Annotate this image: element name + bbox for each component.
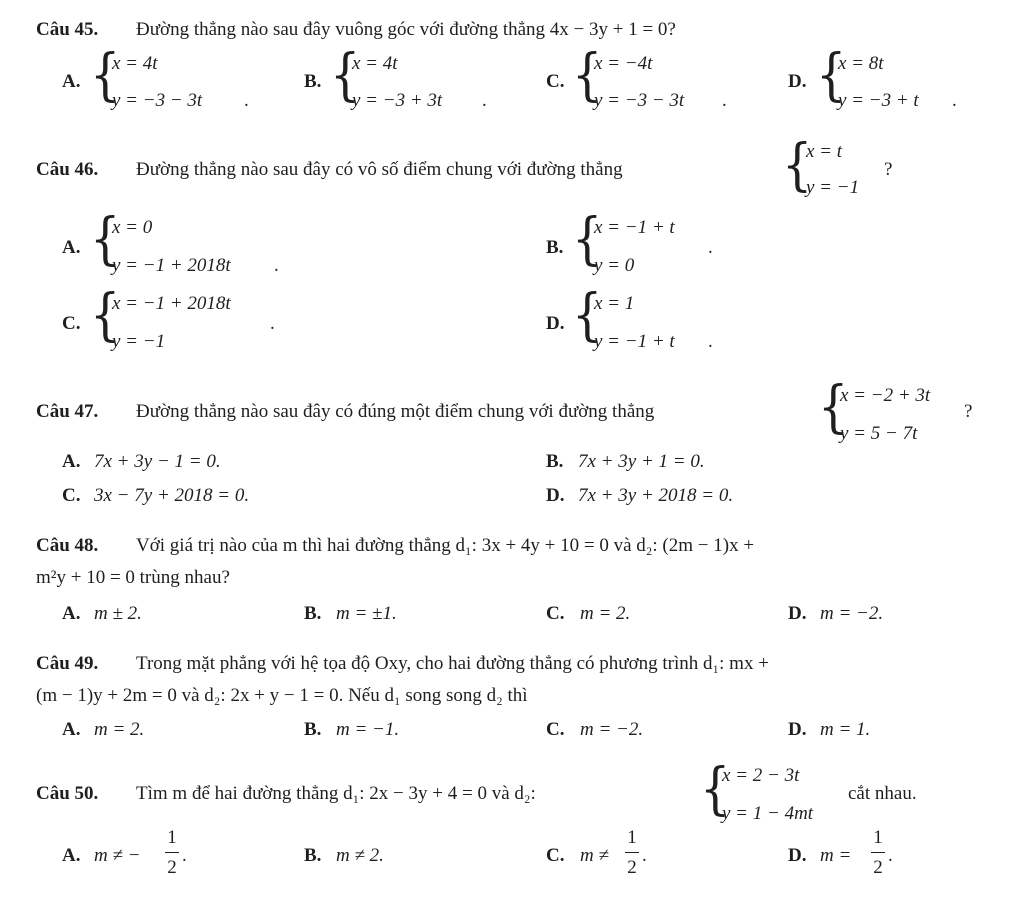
- option-text: m = ±1.: [336, 603, 397, 624]
- fraction-denominator: 2: [873, 857, 883, 878]
- option-prefix: m ≠: [580, 845, 609, 866]
- option-label: A.: [62, 237, 81, 258]
- option-text: 3x − 7y + 2018 = 0.: [94, 485, 250, 506]
- option-text: 7x + 3y + 2018 = 0.: [578, 485, 734, 506]
- question-text-line-1: Với giá trị nào của m thì hai đường thẳng d₁: 3x + 4y + 10 = 0 và d₂: (2m − 1)x +: [136, 535, 755, 556]
- option-end: .: [952, 90, 957, 111]
- option-text: m = −2.: [820, 603, 884, 624]
- question-text-line-1: Trong mặt phẳng với hệ tọa độ Oxy, cho hai đường thẳng có phương trình d₁: mx +: [136, 653, 769, 674]
- left-brace-icon: {: [90, 283, 121, 348]
- option-label: C.: [546, 71, 565, 92]
- question-mark: ?: [884, 159, 893, 180]
- option-label: C.: [62, 485, 81, 506]
- question-label: Câu 45.: [36, 19, 99, 40]
- option-label: C.: [546, 603, 565, 624]
- question-text: Đường thẳng nào sau đây có đúng một điểm chung với đường thẳng: [136, 401, 655, 422]
- system-line-2: y = −1 + 2018t: [112, 255, 231, 276]
- option-label: B.: [304, 603, 322, 624]
- option-text: m = 2.: [94, 719, 145, 740]
- left-brace-icon: {: [572, 43, 603, 108]
- option-label: B.: [546, 451, 564, 472]
- question-tail: cắt nhau.: [848, 783, 917, 804]
- option-label: B.: [304, 845, 322, 866]
- fraction-numerator: 1: [167, 827, 177, 848]
- option-end: .: [722, 90, 727, 111]
- option-label: A.: [62, 603, 81, 624]
- fraction-bar: [165, 852, 179, 853]
- option-end: .: [270, 313, 275, 334]
- option-prefix: m ≠ −: [94, 845, 141, 866]
- option-label: A.: [62, 719, 81, 740]
- system-line-2: y = −3 + t: [838, 90, 919, 111]
- left-brace-icon: {: [782, 133, 813, 198]
- option-end: .: [244, 90, 249, 111]
- question-text-line-2: m²y + 10 = 0 trùng nhau?: [36, 567, 230, 588]
- left-brace-icon: {: [572, 207, 603, 272]
- system-line-1: x = 4t: [352, 53, 398, 74]
- system-line-2: y = −1: [806, 177, 860, 198]
- left-brace-icon: {: [572, 283, 603, 348]
- system-line-2: y = 5 − 7t: [840, 423, 918, 444]
- option-label: D.: [546, 313, 565, 334]
- system-line-1: x = t: [806, 141, 843, 162]
- left-brace-icon: {: [700, 757, 731, 822]
- fraction-numerator: 1: [873, 827, 883, 848]
- option-label: A.: [62, 71, 81, 92]
- option-text: 7x + 3y − 1 = 0.: [94, 451, 221, 472]
- option-label: C.: [546, 719, 565, 740]
- option-label: D.: [788, 603, 807, 624]
- option-text: m = 2.: [580, 603, 631, 624]
- question-label: Câu 47.: [36, 401, 99, 422]
- option-prefix: m =: [820, 845, 852, 866]
- option-label: D.: [788, 71, 807, 92]
- option-end: .: [642, 845, 647, 866]
- question-label: Câu 46.: [36, 159, 99, 180]
- option-label: D.: [788, 845, 807, 866]
- option-label: B.: [304, 71, 322, 92]
- system-line-1: x = 1: [594, 293, 635, 314]
- option-text: m = −2.: [580, 719, 644, 740]
- option-text: m = 1.: [820, 719, 871, 740]
- option-end: .: [708, 237, 713, 258]
- question-label: Câu 49.: [36, 653, 99, 674]
- question-text-line-2: (m − 1)y + 2m = 0 và d₂: 2x + y − 1 = 0. Nếu d₁ song song d₂ thì: [36, 685, 528, 706]
- system-line-2: y = 0: [594, 255, 635, 276]
- system-line-1: x = −4t: [594, 53, 653, 74]
- left-brace-icon: {: [90, 43, 121, 108]
- system-line-2: y = 1 − 4mt: [722, 803, 814, 824]
- system-line-1: x = −2 + 3t: [840, 385, 931, 406]
- system-line-2: y = −3 − 3t: [594, 90, 685, 111]
- system-line-1: x = −1 + t: [594, 217, 675, 238]
- system-line-2: y = −3 + 3t: [352, 90, 443, 111]
- option-text: m = −1.: [336, 719, 400, 740]
- question-label: Câu 50.: [36, 783, 99, 804]
- option-label: A.: [62, 451, 81, 472]
- left-brace-icon: {: [90, 207, 121, 272]
- system-line-1: x = 2 − 3t: [722, 765, 800, 786]
- option-end: .: [182, 845, 187, 866]
- question-label: Câu 48.: [36, 535, 99, 556]
- option-label: D.: [546, 485, 565, 506]
- left-brace-icon: {: [330, 43, 361, 108]
- system-line-2: y = −1: [112, 331, 166, 352]
- option-label: B.: [546, 237, 564, 258]
- option-text: m ± 2.: [94, 603, 142, 624]
- question-text: Đường thẳng nào sau đây vuông góc với đường thẳng 4x − 3y + 1 = 0?: [136, 19, 676, 40]
- question-text: Đường thẳng nào sau đây có vô số điểm chung với đường thẳng: [136, 159, 623, 180]
- question-mark: ?: [964, 401, 973, 422]
- fraction-numerator: 1: [627, 827, 637, 848]
- option-end: .: [888, 845, 893, 866]
- left-brace-icon: {: [816, 43, 847, 108]
- question-text: Tìm m để hai đường thẳng d₁: 2x − 3y + 4 = 0 và d₂:: [136, 783, 536, 804]
- left-brace-icon: {: [818, 375, 849, 440]
- option-end: .: [482, 90, 487, 111]
- fraction-denominator: 2: [627, 857, 637, 878]
- fraction-bar: [871, 852, 885, 853]
- option-label: C.: [62, 313, 81, 334]
- option-label: B.: [304, 719, 322, 740]
- system-line-1: x = 8t: [838, 53, 884, 74]
- option-label: C.: [546, 845, 565, 866]
- system-line-2: y = −1 + t: [594, 331, 675, 352]
- option-label: D.: [788, 719, 807, 740]
- option-end: .: [708, 331, 713, 352]
- option-prefix: m ≠ 2.: [336, 845, 384, 866]
- system-line-1: x = −1 + 2018t: [112, 293, 231, 314]
- option-label: A.: [62, 845, 81, 866]
- system-line-2: y = −3 − 3t: [112, 90, 203, 111]
- fraction-denominator: 2: [167, 857, 177, 878]
- fraction-bar: [625, 852, 639, 853]
- option-text: 7x + 3y + 1 = 0.: [578, 451, 705, 472]
- system-line-1: x = 0: [112, 217, 153, 238]
- option-end: .: [274, 255, 279, 276]
- system-line-1: x = 4t: [112, 53, 158, 74]
